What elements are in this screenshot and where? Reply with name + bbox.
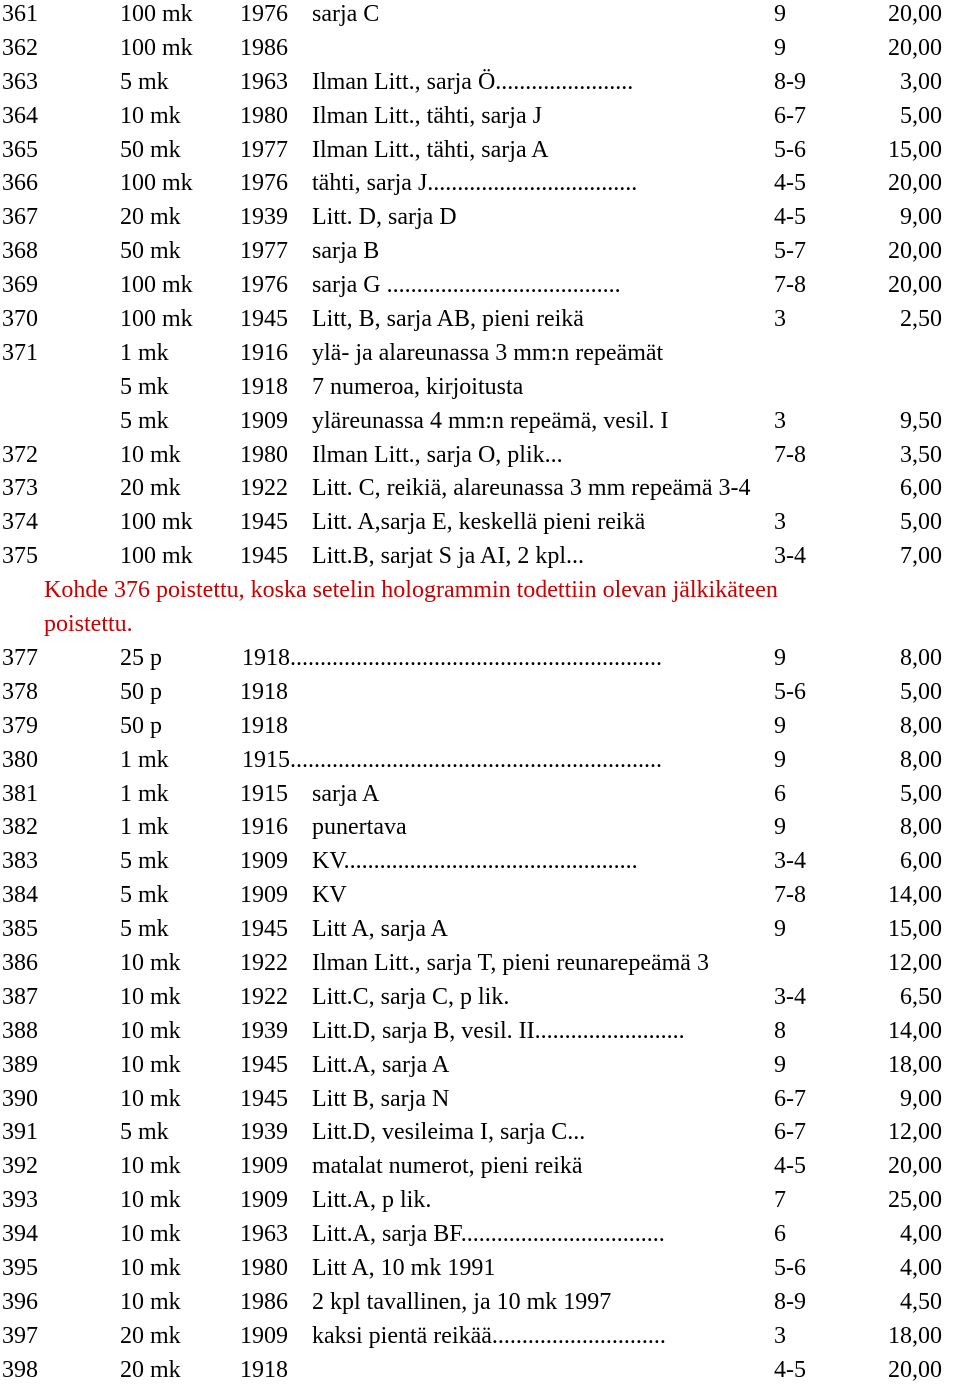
price: 12,00: [888, 1119, 942, 1146]
lot-number: 382: [2, 814, 38, 841]
denomination: 100 mk: [120, 509, 193, 536]
description: sarja C: [312, 1, 380, 27]
denomination: 20 mk: [120, 1322, 181, 1349]
lot-row: [0, 472, 960, 506]
lot-number: 375: [2, 543, 38, 570]
denomination: 10 mk: [120, 1221, 181, 1248]
lot-number: 380: [2, 746, 38, 773]
description: 7 numeroa, kirjoitusta: [312, 373, 524, 400]
price: 14,00: [888, 1017, 942, 1044]
lot-row: [0, 167, 960, 201]
lot-row: [0, 1116, 960, 1150]
year: 1922: [240, 949, 288, 976]
denomination: 50 p: [120, 678, 162, 705]
condition: 3: [774, 509, 786, 536]
lot-number: 363: [2, 68, 38, 95]
description: Ilman Litt., sarja O, plik...: [312, 441, 563, 468]
lot-row: [0, 269, 960, 303]
condition: 4-5: [774, 204, 806, 231]
price: 14,00: [888, 882, 942, 909]
lot-group-b: [0, 642, 960, 1388]
lot-number: 388: [2, 1017, 38, 1044]
lot-number: 368: [2, 238, 38, 265]
condition: 7-8: [774, 441, 806, 468]
lot-row: [0, 676, 960, 710]
description: Litt.A, sarja A: [312, 1051, 450, 1078]
lot-number: 387: [2, 983, 38, 1010]
lot-row: [0, 405, 960, 439]
lot-row: [0, 134, 960, 168]
lot-row: [0, 100, 960, 134]
year: 1939: [240, 204, 288, 231]
denomination: 10 mk: [120, 983, 181, 1010]
description: Litt A, 10 mk 1991: [312, 1254, 496, 1281]
lot-number: 367: [2, 204, 38, 231]
year: 1976: [240, 170, 288, 197]
condition: 3-4: [774, 543, 806, 570]
denomination: 5 mk: [120, 373, 169, 400]
removed-lot-note: Kohde 376 poistettu, koska setelin hologrammin todettiin olevan jälkikäteen poistettu.: [44, 577, 778, 638]
lot-number: 365: [2, 136, 38, 163]
denomination: 10 mk: [120, 1254, 181, 1281]
condition: 7-8: [774, 272, 806, 299]
price: 20,00: [888, 170, 942, 197]
description: yläreunassa 4 mm:n repeämä, vesil. I: [312, 407, 669, 434]
lot-number: 383: [2, 848, 38, 875]
lot-number: 392: [2, 1153, 38, 1180]
price: 18,00: [888, 1051, 942, 1078]
year: 1939: [240, 1119, 288, 1146]
description: tähti, sarja J...................................: [312, 170, 638, 197]
year: 1976: [240, 272, 288, 299]
year: 1976: [240, 1, 288, 27]
lot-row: [0, 913, 960, 947]
price: 20,00: [888, 34, 942, 61]
lot-number: 381: [2, 780, 38, 807]
lot-number: 373: [2, 475, 38, 502]
year: 1909: [240, 1153, 288, 1180]
lot-row: [0, 947, 960, 981]
description: 2 kpl tavallinen, ja 10 mk 1997: [312, 1288, 612, 1315]
denomination: 1 mk: [120, 339, 169, 366]
lot-number: 374: [2, 509, 38, 536]
condition: 8-9: [774, 1288, 806, 1315]
condition: 9: [774, 34, 786, 61]
description: 1915..............................................................: [242, 746, 662, 773]
condition: 6: [774, 1221, 786, 1248]
description: Ilman Litt., sarja Ö.......................: [312, 68, 634, 95]
denomination: 10 mk: [120, 1153, 181, 1180]
lot-number: 361: [2, 1, 38, 27]
year: 1909: [240, 1187, 288, 1214]
year: 1918: [240, 712, 288, 739]
lot-row: [0, 66, 960, 100]
price: 4,00: [900, 1254, 942, 1281]
description: Litt.A, sarja BF..................................: [312, 1221, 665, 1248]
lot-number: 364: [2, 102, 38, 129]
lot-number: 385: [2, 916, 38, 943]
description: ylä- ja alareunassa 3 mm:n repeämät: [312, 339, 664, 366]
denomination: 10 mk: [120, 1051, 181, 1078]
price: 9,00: [900, 204, 942, 231]
year: 1916: [240, 814, 288, 841]
condition: 3: [774, 1322, 786, 1349]
lot-group-a: [0, 0, 960, 574]
lot-row: [0, 1218, 960, 1252]
condition: 6-7: [774, 1119, 806, 1146]
year: 1945: [240, 306, 288, 333]
lot-number: 370: [2, 306, 38, 333]
denomination: 1 mk: [120, 780, 169, 807]
year: 1963: [240, 68, 288, 95]
description: Litt.D, sarja B, vesil. II.........................: [312, 1017, 685, 1044]
lot-row: [0, 1015, 960, 1049]
price: 20,00: [888, 1356, 942, 1383]
year: 1916: [240, 339, 288, 366]
description: Litt B, sarja N: [312, 1085, 450, 1112]
lot-number: 391: [2, 1119, 38, 1146]
lot-row: [0, 1354, 960, 1388]
price: 3,50: [900, 441, 942, 468]
description: Litt.B, sarjat S ja AI, 2 kpl...: [312, 543, 584, 570]
lot-number: 379: [2, 712, 38, 739]
year: 1945: [240, 1051, 288, 1078]
year: 1986: [240, 1288, 288, 1315]
condition: 4-5: [774, 1356, 806, 1383]
lot-row: [0, 439, 960, 473]
lot-row: [0, 235, 960, 269]
condition: 3: [774, 306, 786, 333]
denomination: 5 mk: [120, 407, 169, 434]
lot-row: [0, 1320, 960, 1354]
lot-row: [0, 337, 960, 371]
condition: 7-8: [774, 882, 806, 909]
lot-number: 384: [2, 882, 38, 909]
denomination: 20 mk: [120, 475, 181, 502]
year: 1939: [240, 1017, 288, 1044]
lot-number: 396: [2, 1288, 38, 1315]
lot-row: [0, 879, 960, 913]
price: 6,00: [900, 848, 942, 875]
denomination: 10 mk: [120, 1085, 181, 1112]
condition: 5-6: [774, 1254, 806, 1281]
year: 1918: [240, 1356, 288, 1383]
description: Litt. C, reikiä, alareunassa 3 mm repeämä 3-4: [312, 475, 751, 502]
condition: 4-5: [774, 1153, 806, 1180]
lot-row: [0, 642, 960, 676]
denomination: 5 mk: [120, 882, 169, 909]
year: 1915: [240, 780, 288, 807]
lot-number: 371: [2, 339, 38, 366]
denomination: 5 mk: [120, 848, 169, 875]
lot-number: 398: [2, 1356, 38, 1383]
description: Ilman Litt., sarja T, pieni reunarepeämä 3: [312, 949, 709, 976]
price: 7,00: [900, 543, 942, 570]
price: 8,00: [900, 644, 942, 671]
denomination: 100 mk: [120, 543, 193, 570]
condition: 9: [774, 644, 786, 671]
lot-row: [0, 506, 960, 540]
description: Litt. A,sarja E, keskellä pieni reikä: [312, 509, 646, 536]
year: 1918: [240, 678, 288, 705]
denomination: 10 mk: [120, 102, 181, 129]
lot-number: 377: [2, 644, 38, 671]
price: 12,00: [888, 949, 942, 976]
price: 2,50: [900, 306, 942, 333]
condition: 6-7: [774, 1085, 806, 1112]
lot-number: 393: [2, 1187, 38, 1214]
condition: 6: [774, 780, 786, 807]
description: sarja G .......................................: [312, 272, 621, 299]
lot-row: [0, 811, 960, 845]
price: 9,50: [900, 407, 942, 434]
price: 5,00: [900, 678, 942, 705]
price: 18,00: [888, 1322, 942, 1349]
condition: 9: [774, 712, 786, 739]
denomination: 100 mk: [120, 1, 193, 27]
condition: 5-6: [774, 136, 806, 163]
year: 1945: [240, 543, 288, 570]
lot-number: 372: [2, 441, 38, 468]
condition: 7: [774, 1187, 786, 1214]
condition: 9: [774, 916, 786, 943]
condition: 6-7: [774, 102, 806, 129]
lot-row: [0, 1184, 960, 1218]
price: 8,00: [900, 712, 942, 739]
denomination: 20 mk: [120, 1356, 181, 1383]
year: 1963: [240, 1221, 288, 1248]
condition: 5-7: [774, 238, 806, 265]
description: Litt.D, vesileima I, sarja C...: [312, 1119, 586, 1146]
denomination: 100 mk: [120, 34, 193, 61]
lot-number: 386: [2, 949, 38, 976]
price: 4,50: [900, 1288, 942, 1315]
year: 1980: [240, 1254, 288, 1281]
condition: 9: [774, 1, 786, 27]
price: 15,00: [888, 916, 942, 943]
lot-row: [0, 1252, 960, 1286]
lot-row: [0, 981, 960, 1015]
lot-number: 369: [2, 272, 38, 299]
denomination: 20 mk: [120, 204, 181, 231]
year: 1909: [240, 407, 288, 434]
condition: 3-4: [774, 848, 806, 875]
price: 5,00: [900, 509, 942, 536]
description: sarja A: [312, 780, 380, 807]
lot-row: [0, 201, 960, 235]
denomination: 5 mk: [120, 68, 169, 95]
condition: 9: [774, 746, 786, 773]
price: 6,00: [900, 475, 942, 502]
price: 20,00: [888, 238, 942, 265]
lot-row: [0, 540, 960, 574]
price: 5,00: [900, 780, 942, 807]
price: 4,00: [900, 1221, 942, 1248]
lot-row: [0, 1150, 960, 1184]
lot-number: 395: [2, 1254, 38, 1281]
denomination: 50 mk: [120, 136, 181, 163]
description: Ilman Litt., tähti, sarja A: [312, 136, 549, 163]
lot-row: [0, 303, 960, 337]
lot-number: 397: [2, 1322, 38, 1349]
description: sarja B: [312, 238, 380, 265]
year: 1945: [240, 1085, 288, 1112]
description: Ilman Litt., tähti, sarja J: [312, 102, 542, 129]
description: KV.................................................: [312, 848, 638, 875]
denomination: 5 mk: [120, 916, 169, 943]
denomination: 1 mk: [120, 814, 169, 841]
year: 1980: [240, 102, 288, 129]
year: 1945: [240, 916, 288, 943]
price: 8,00: [900, 814, 942, 841]
description: punertava: [312, 814, 407, 841]
condition: 9: [774, 1051, 786, 1078]
denomination: 10 mk: [120, 949, 181, 976]
lot-number: 389: [2, 1051, 38, 1078]
lot-row: [0, 744, 960, 778]
price: 15,00: [888, 136, 942, 163]
year: 1945: [240, 509, 288, 536]
condition: 4-5: [774, 170, 806, 197]
description: matalat numerot, pieni reikä: [312, 1153, 583, 1180]
lot-row: [0, 1049, 960, 1083]
price: 9,00: [900, 1085, 942, 1112]
description: kaksi pientä reikää.............................: [312, 1322, 666, 1349]
condition: 5-6: [774, 678, 806, 705]
denomination: 10 mk: [120, 1187, 181, 1214]
lot-row: [0, 710, 960, 744]
lot-number: 390: [2, 1085, 38, 1112]
denomination: 25 p: [120, 644, 162, 671]
price: 20,00: [888, 272, 942, 299]
description: Litt, B, sarja AB, pieni reikä: [312, 306, 584, 333]
denomination: 50 mk: [120, 238, 181, 265]
condition: 9: [774, 814, 786, 841]
price: 25,00: [888, 1187, 942, 1214]
description: KV: [312, 882, 347, 909]
description: 1918..............................................................: [242, 644, 662, 671]
year: 1918: [240, 373, 288, 400]
lot-number: 362: [2, 34, 38, 61]
lot-row: [0, 1083, 960, 1117]
condition: 3-4: [774, 983, 806, 1010]
lot-row: [0, 32, 960, 66]
year: 1922: [240, 983, 288, 1010]
lot-row: [0, 778, 960, 812]
year: 1909: [240, 848, 288, 875]
year: 1986: [240, 34, 288, 61]
denomination: 100 mk: [120, 170, 193, 197]
price: 3,00: [900, 68, 942, 95]
price: 8,00: [900, 746, 942, 773]
lot-number: 394: [2, 1221, 38, 1248]
denomination: 10 mk: [120, 1017, 181, 1044]
price: 5,00: [900, 102, 942, 129]
year: 1922: [240, 475, 288, 502]
description: Litt.A, p lik.: [312, 1187, 432, 1214]
lot-row: [0, 845, 960, 879]
denomination: 10 mk: [120, 441, 181, 468]
denomination: 5 mk: [120, 1119, 169, 1146]
description: Litt. D, sarja D: [312, 204, 457, 231]
price: 6,50: [900, 983, 942, 1010]
lot-row: [0, 1286, 960, 1320]
condition: 8-9: [774, 68, 806, 95]
condition: 3: [774, 407, 786, 434]
denomination: 50 p: [120, 712, 162, 739]
price: 20,00: [888, 1, 942, 27]
denomination: 100 mk: [120, 306, 193, 333]
denomination: 1 mk: [120, 746, 169, 773]
year: 1977: [240, 136, 288, 163]
denomination: 10 mk: [120, 1288, 181, 1315]
condition: 8: [774, 1017, 786, 1044]
year: 1977: [240, 238, 288, 265]
year: 1909: [240, 882, 288, 909]
description: Litt.C, sarja C, p lik.: [312, 983, 510, 1010]
lot-number: 378: [2, 678, 38, 705]
price: 20,00: [888, 1153, 942, 1180]
lot-row: [0, 371, 960, 405]
description: Litt A, sarja A: [312, 916, 448, 943]
denomination: 100 mk: [120, 272, 193, 299]
lot-number: 366: [2, 170, 38, 197]
year: 1909: [240, 1322, 288, 1349]
year: 1980: [240, 441, 288, 468]
lot-row: [0, 0, 960, 32]
